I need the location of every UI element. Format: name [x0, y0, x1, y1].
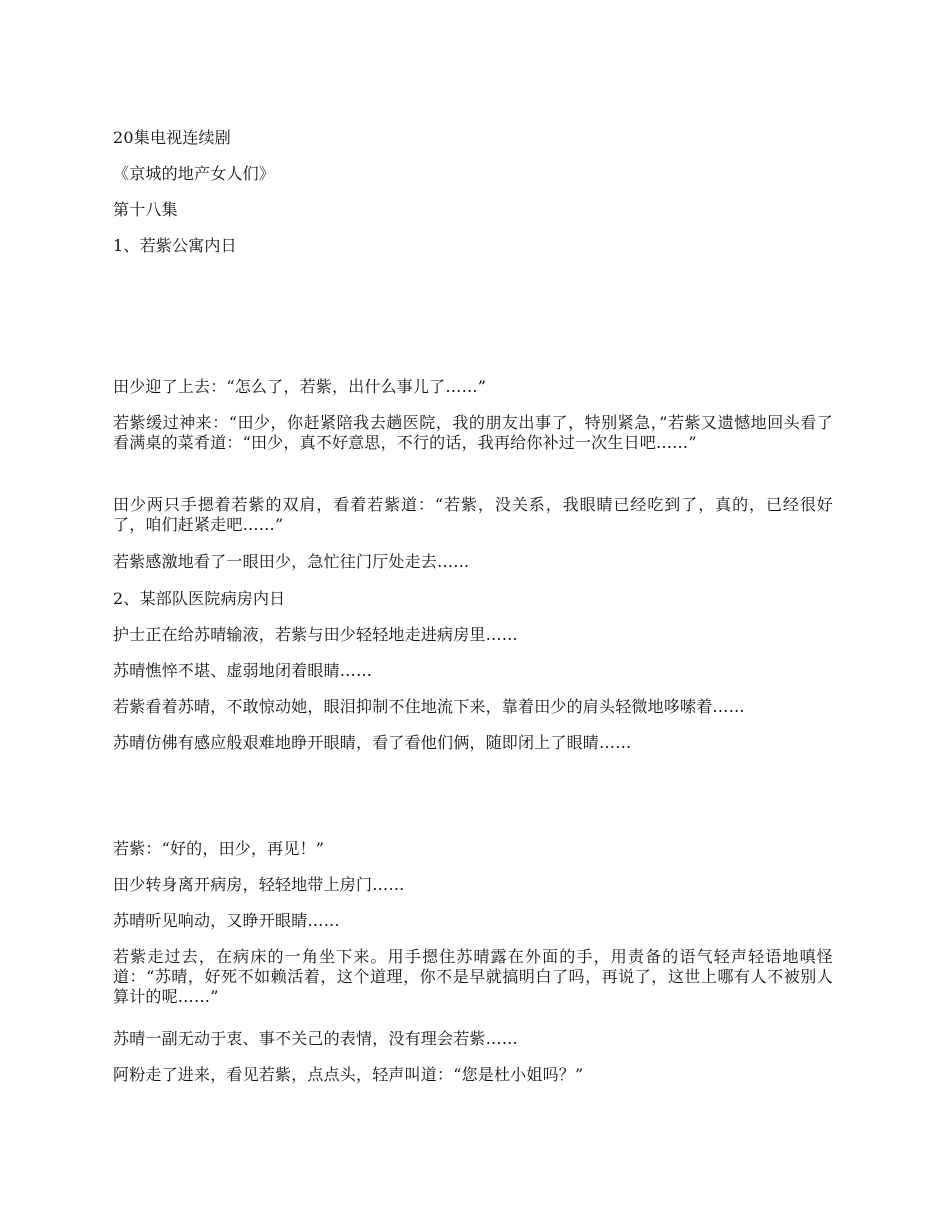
paragraph: 若紫感激地看了一眼田少，急忙往门厅处走去…… — [113, 552, 470, 571]
paragraph: 田少转身离开病房，轻轻地带上房门…… — [113, 875, 405, 894]
paragraph: 苏晴听见响动，又睁开眼睛…… — [113, 911, 340, 930]
paragraph: 苏晴仿佛有感应般艰难地睁开眼睛，看了看他们俩，随即闭上了眼睛…… — [113, 733, 632, 752]
paragraph: 护士正在给苏晴输液，若紫与田少轻轻地走进病房里…… — [113, 625, 519, 644]
paragraph: 田少两只手摁着若紫的双肩，看着若紫道：“若紫，没关系，我眼睛已经吃到了，真的，已经很好了，咱们赶紧走吧……” — [113, 495, 833, 534]
paragraph: 苏晴一副无动于衷、事不关己的表情，没有理会若紫…… — [113, 1029, 519, 1048]
episode-heading: 第十八集 — [113, 200, 178, 219]
scene-heading-1: 1、若紫公寓内日 — [113, 236, 237, 255]
paragraph: 田少迎了上去：“怎么了，若紫，出什么事儿了……” — [113, 377, 487, 396]
paragraph: 苏晴憔悴不堪、虚弱地闭着眼睛…… — [113, 661, 373, 680]
paragraph: 若紫缓过神来：“田少，你赶紧陪我去趟医院，我的朋友出事了，特别紧急，”若紫又遗憾地回头看了看满桌的菜肴道：“田少，真不好意思，不行的话，我再给你补过一次生日吧……” — [113, 413, 833, 452]
drama-title: 《京城的地产女人们》 — [113, 164, 276, 183]
paragraph: 若紫：“好的，田少，再见！” — [113, 839, 325, 858]
paragraph: 若紫看着苏晴，不敢惊动她，眼泪抑制不住地流下来，靠着田少的肩头轻微地哆嗦着…… — [113, 697, 745, 716]
paragraph: 阿粉走了进来，看见若紫，点点头，轻声叫道：“您是杜小姐吗？” — [113, 1065, 584, 1084]
series-title: 20集电视连续剧 — [113, 128, 231, 147]
scene-heading-2: 2、某部队医院病房内日 — [113, 589, 286, 608]
paragraph: 若紫走过去，在病床的一角坐下来。用手摁住苏晴露在外面的手，用责备的语气轻声轻语地嗔怪道：“苏晴，好死不如赖活着，这个道理，你不是早就搞明白了吗，再说了，这世上哪有人不被别人算计的呢……” — [113, 947, 833, 1006]
